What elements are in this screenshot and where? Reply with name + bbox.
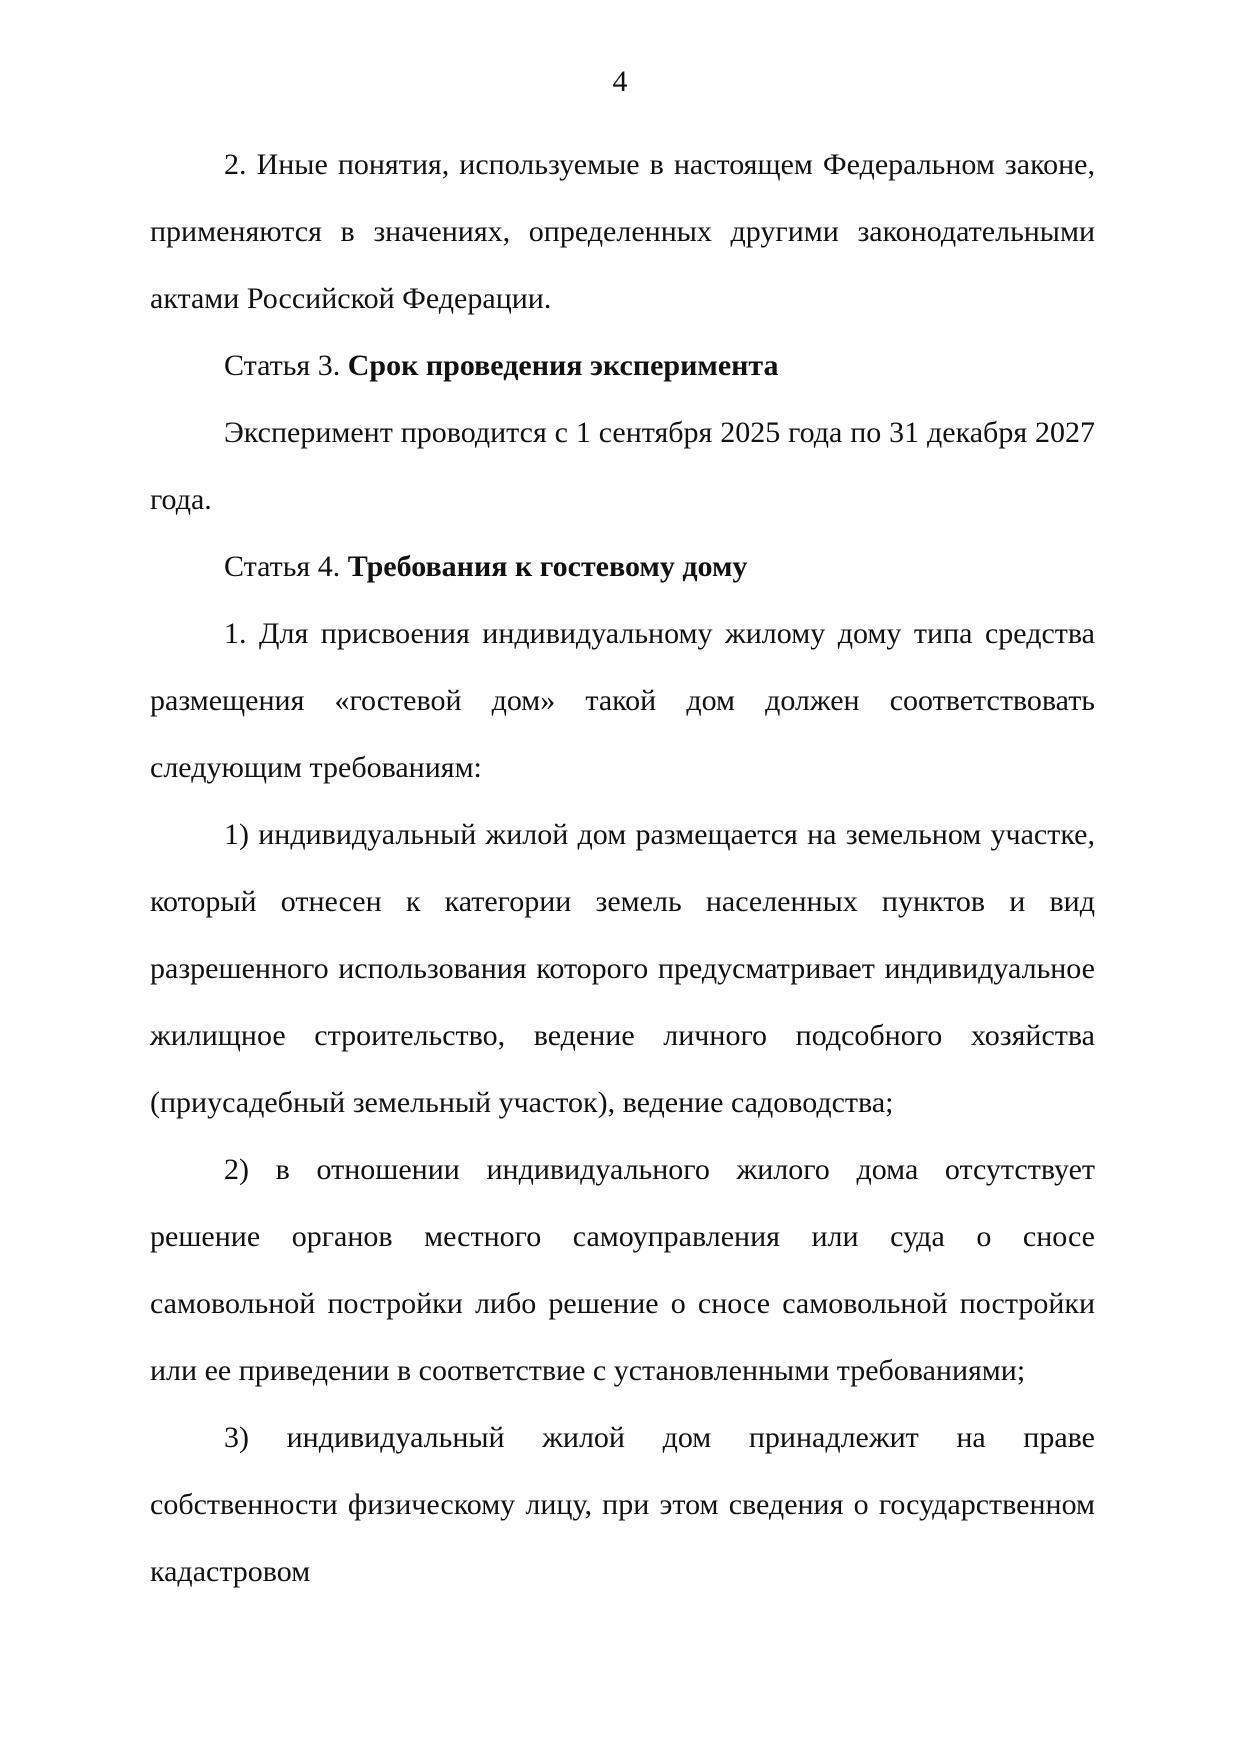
article-4-title: Требования к гостевому дому bbox=[347, 550, 748, 583]
paragraph-guest-house-requirements: 1. Для присвоения индивидуальному жилому дому типа средства размещения «гостевой дом» такой дом должен соответствовать следующим требованиям: bbox=[150, 617, 1095, 784]
paragraph-other-concepts: 2. Иные понятия, используемые в настоящем Федеральном законе, применяются в значениях, определенных другими законодательными актами Российской Федерации. bbox=[150, 148, 1095, 315]
document-body bbox=[150, 131, 1095, 1605]
article-3-number: Статья 3. bbox=[224, 349, 348, 382]
article-4-heading bbox=[150, 533, 1095, 600]
article-3-heading bbox=[150, 332, 1095, 399]
article-4-number: Статья 4. bbox=[224, 550, 348, 583]
page-number: 4 bbox=[612, 65, 628, 98]
article-3-title: Срок проведения эксперимента bbox=[347, 349, 779, 382]
paragraph-experiment-period: Эксперимент проводится с 1 сентября 2025 года по 31 декабря 2027 года. bbox=[150, 416, 1095, 516]
paragraph-requirement-2: 2) в отношении индивидуального жилого дома отсутствует решение органов местного самоуправления или суда о сносе самовольной постройки либо решение о сносе самовольной постройки или ее приведении в соответствие с установленными требованиями; bbox=[150, 1153, 1095, 1387]
paragraph-requirement-1: 1) индивидуальный жилой дом размещается на земельном участке, который отнесен к категории земель населенных пунктов и вид разрешенного использования которого предусматривает индивидуальное жилищное строительство, ведение личного подсобного хозяйства (приусадебный земельный участок), ведение садоводства; bbox=[150, 818, 1095, 1119]
paragraph-requirement-3: 3) индивидуальный жилой дом принадлежит на праве собственности физическому лицу, при этом сведения о государственном кадастровом bbox=[150, 1421, 1095, 1588]
